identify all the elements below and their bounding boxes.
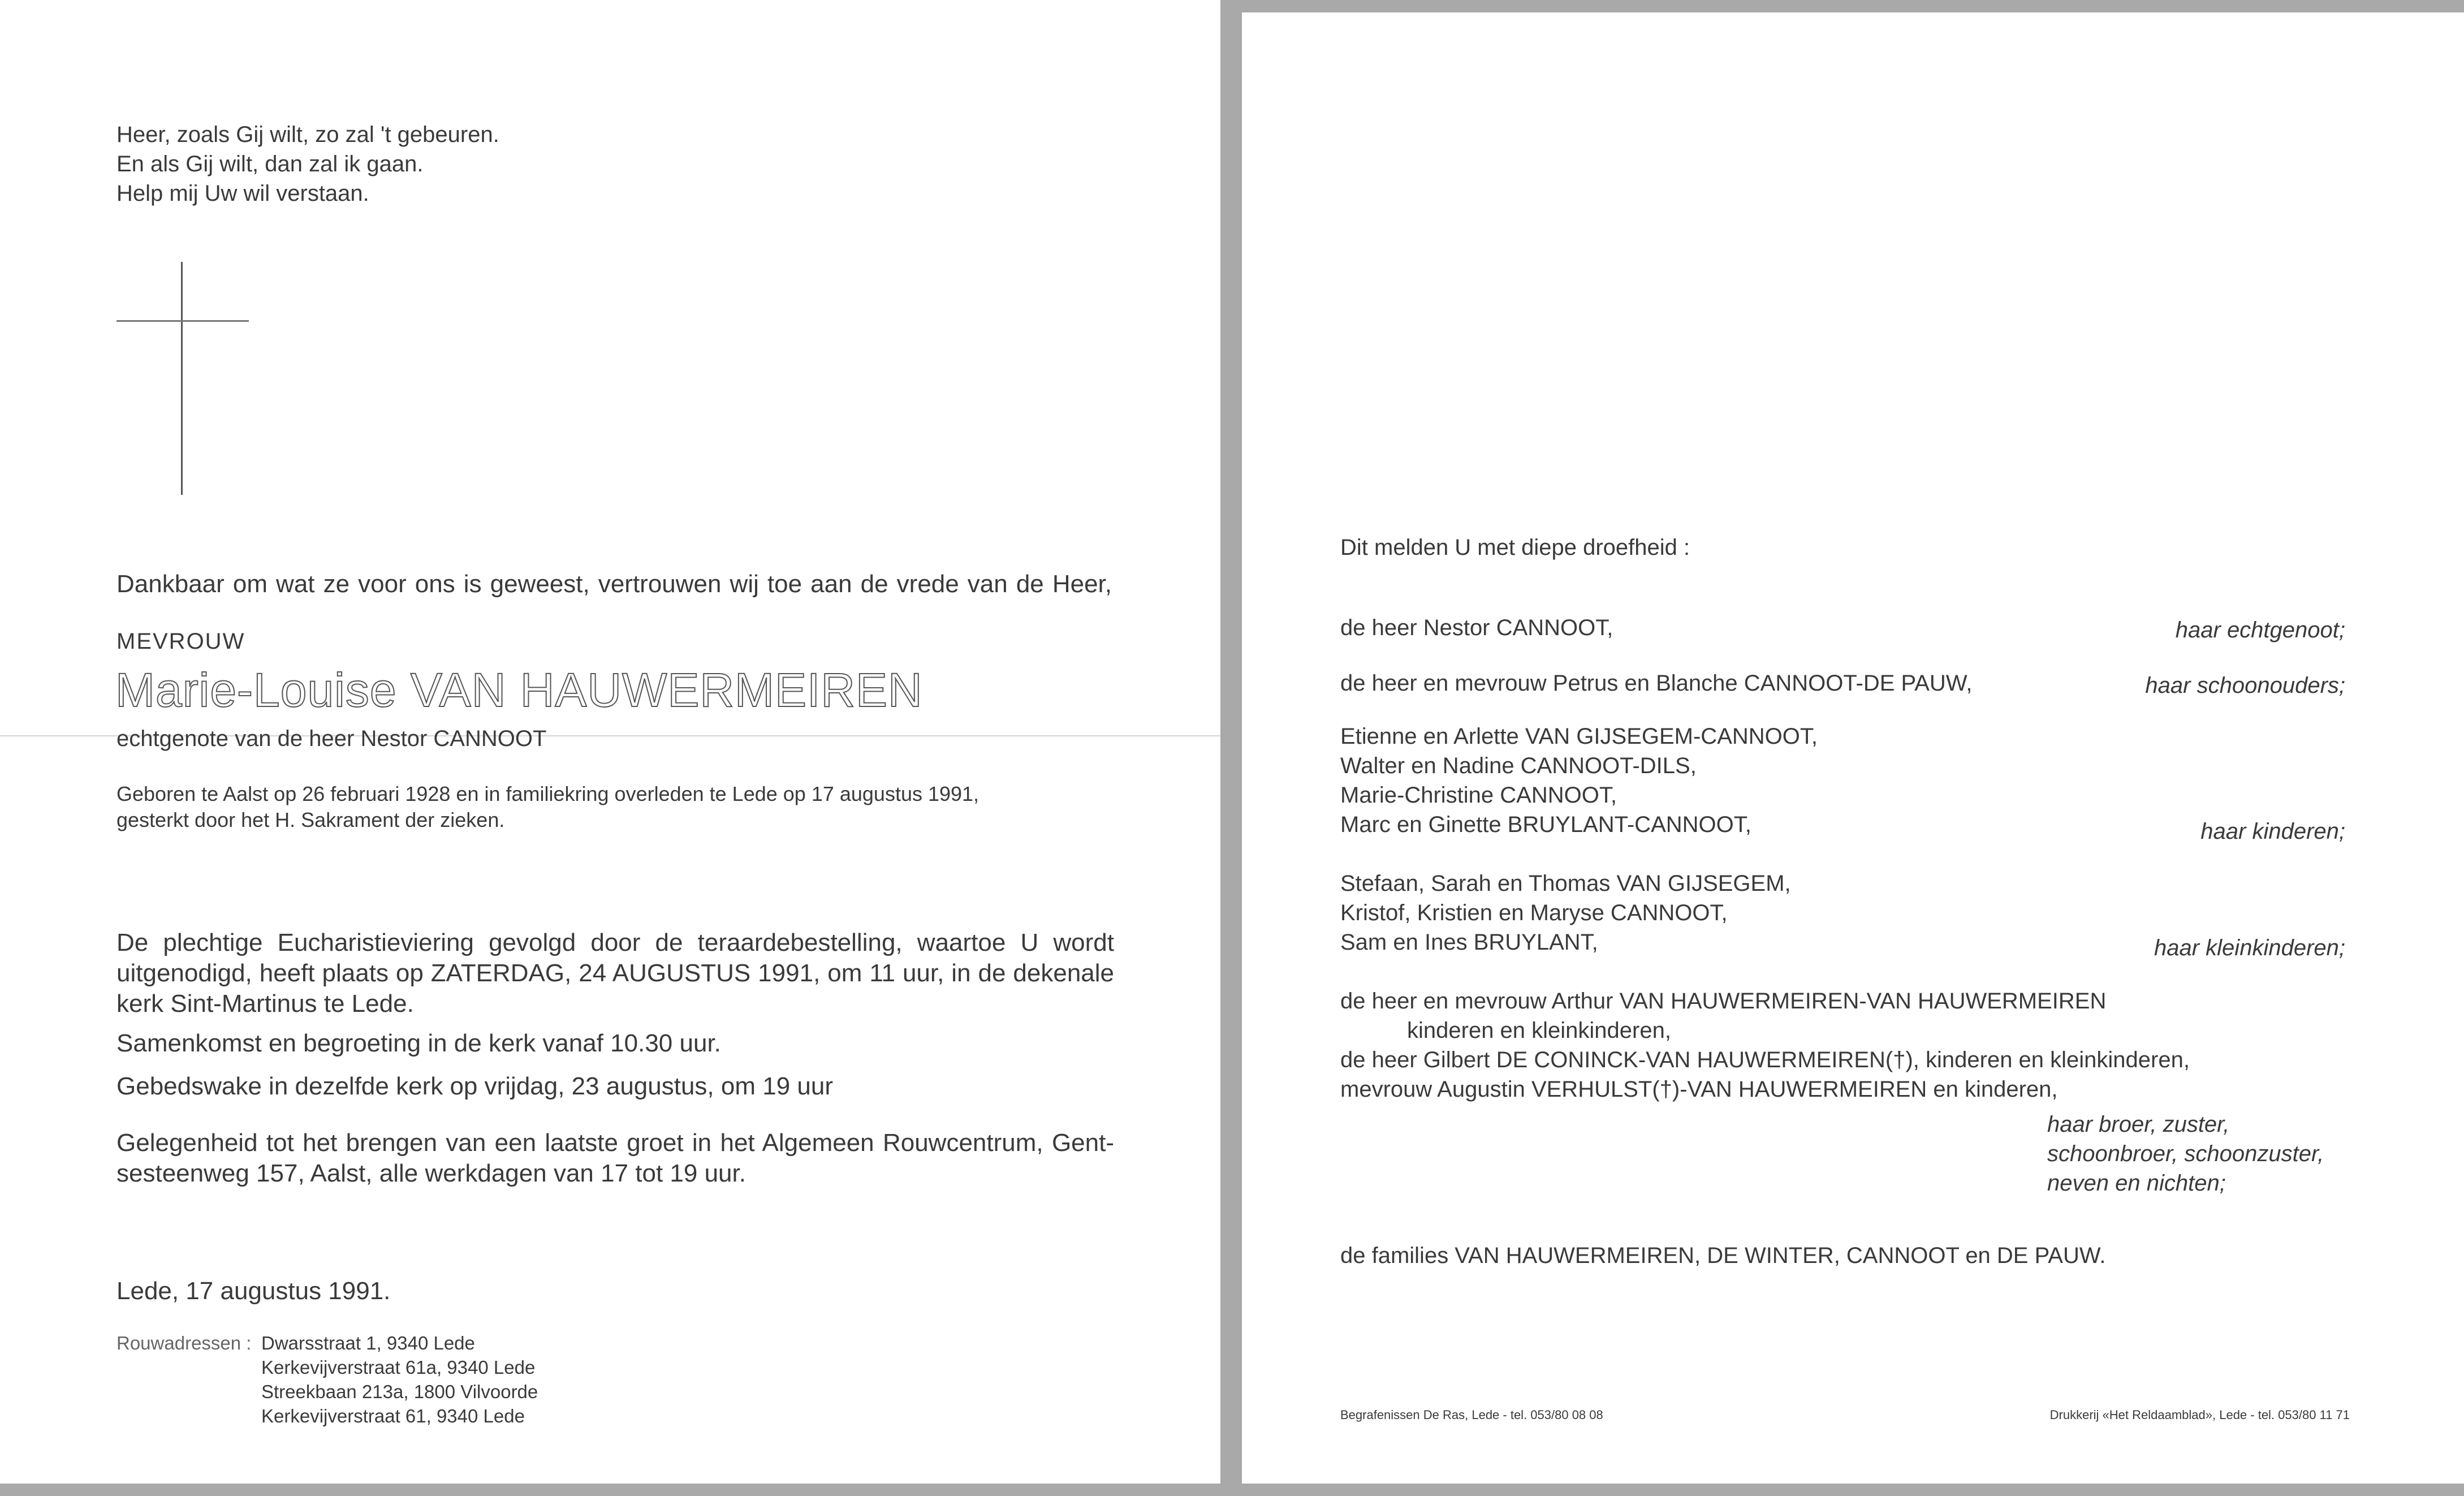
siblings-relation-line: haar broer, zuster, — [2047, 1112, 2230, 1137]
intro-line: Dit melden U met diepe droefheid : — [1340, 535, 1690, 560]
siblings-relation — [2047, 1110, 2324, 1198]
undertaker-credit: Begrafenissen De Ras, Lede - tel. 053/80 08 08 — [1340, 1408, 1603, 1422]
spouse-line: echtgenote van de heer Nestor CANNOOT — [116, 726, 547, 751]
gathering-line: Samenkomst en begroeting in de kerk vanaf 10.30 uur. — [116, 1029, 721, 1057]
child-item: Marc en Ginette BRUYLANT-CANNOOT, — [1340, 812, 1751, 837]
wake-line: Gebedswake in dezelfde kerk op vrijdag, 23 augustus, om 19 uur — [116, 1072, 833, 1100]
prayer-line: Help mij Uw wil verstaan. — [116, 181, 369, 206]
address-item: Dwarsstraat 1, 9340 Lede — [261, 1333, 475, 1353]
families-line: de families VAN HAUWERMEIREN, DE WINTER, CANNOOT en DE PAUW. — [1340, 1243, 2106, 1268]
cross-icon — [181, 262, 183, 495]
address-item: Kerkevijverstraat 61a, 9340 Lede — [261, 1357, 536, 1378]
birth-death-line: gesterkt door het H. Sakrament der zieken. — [116, 808, 505, 831]
gratitude-line: Dankbaar om wat ze voor ons is geweest, vertrouwen wij toe aan de vrede van de Heer, — [116, 570, 1112, 598]
grandchild-item: Stefaan, Sarah en Thomas VAN GIJSEGEM, — [1340, 871, 1791, 896]
honorific: MEVROUW — [116, 629, 245, 654]
farewell-text — [116, 1128, 1114, 1189]
siblings-relation-line: neven en nichten; — [2047, 1171, 2226, 1196]
printer-credit: Drukkerij «Het Reldaamblad», Lede - tel. 053/80 11 71 — [2049, 1408, 2350, 1422]
in-laws-relation: haar schoonouders; — [2145, 673, 2345, 698]
sibling-item: kinderen en kleinkinderen, — [1407, 1018, 1671, 1043]
farewell-line: sesteenweg 157, Aalst, alle werkdagen van 17 tot 19 uur. — [116, 1159, 746, 1187]
addresses-list — [261, 1331, 538, 1428]
grandchildren-list — [1340, 869, 1791, 957]
cross-icon-bar — [116, 320, 249, 322]
child-item: Etienne en Arlette VAN GIJSEGEM-CANNOOT, — [1340, 724, 1818, 749]
prayer-verse — [116, 120, 499, 208]
grandchild-item: Sam en Ines BRUYLANT, — [1340, 930, 1598, 955]
birth-death-text — [116, 781, 979, 833]
in-laws-name: de heer en mevrouw Petrus en Blanche CANNOOT-DE PAUW, — [1340, 671, 1973, 696]
prayer-line: En als Gij wilt, dan zal ik gaan. — [116, 152, 424, 176]
sibling-item: mevrouw Augustin VERHULST(†)-VAN HAUWERMEIREN en kinderen, — [1340, 1077, 2058, 1102]
ceremony-text — [116, 928, 1114, 1019]
farewell-line: Gelegenheid tot het brengen van een laatste groet in het Algemeen Rouwcentrum, Gent- — [116, 1129, 1114, 1157]
sibling-item: de heer Gilbert DE CONINCK-VAN HAUWERMEIREN(†), kinderen en kleinkinderen, — [1340, 1047, 2190, 1072]
children-relation: haar kinderen; — [2200, 819, 2345, 844]
grandchild-item: Kristof, Kristien en Maryse CANNOOT, — [1340, 900, 1728, 925]
husband-name: de heer Nestor CANNOOT, — [1340, 615, 1613, 640]
ceremony-line: kerk Sint-Martinus te Lede. — [116, 990, 414, 1018]
right-page — [1242, 12, 2464, 1484]
siblings-relation-line: schoonbroer, schoonzuster, — [2047, 1141, 2324, 1166]
child-item: Marie-Christine CANNOOT, — [1340, 783, 1617, 808]
sibling-item: de heer en mevrouw Arthur VAN HAUWERMEIREN-VAN HAUWERMEIREN — [1340, 989, 2107, 1014]
left-page — [0, 0, 1220, 1484]
deceased-name: Marie-Louise VAN HAUWERMEIREN — [115, 663, 923, 717]
birth-death-line: Geboren te Aalst op 26 februari 1928 en in familiekring overleden te Lede op 17 augustus 1991, — [116, 782, 979, 805]
ceremony-line: uitgenodigd, heeft plaats op ZATERDAG, 24 AUGUSTUS 1991, om 11 uur, in de dekenale — [116, 959, 1114, 987]
grandchildren-relation: haar kleinkinderen; — [2154, 935, 2345, 960]
ceremony-line: De plechtige Eucharistieviering gevolgd door de teraardebestelling, waartoe U wordt — [116, 929, 1114, 956]
children-list — [1340, 722, 1818, 839]
addresses-label: Rouwadressen : — [116, 1333, 252, 1353]
address-item: Streekbaan 213a, 1800 Vilvoorde — [261, 1381, 538, 1402]
child-item: Walter en Nadine CANNOOT-DILS, — [1340, 753, 1697, 778]
prayer-line: Heer, zoals Gij wilt, zo zal 't gebeuren. — [116, 122, 499, 147]
place-date: Lede, 17 augustus 1991. — [116, 1277, 391, 1305]
address-item: Kerkevijverstraat 61, 9340 Lede — [261, 1406, 525, 1426]
siblings-list — [1340, 986, 2190, 1104]
husband-relation: haar echtgenoot; — [2175, 618, 2345, 643]
